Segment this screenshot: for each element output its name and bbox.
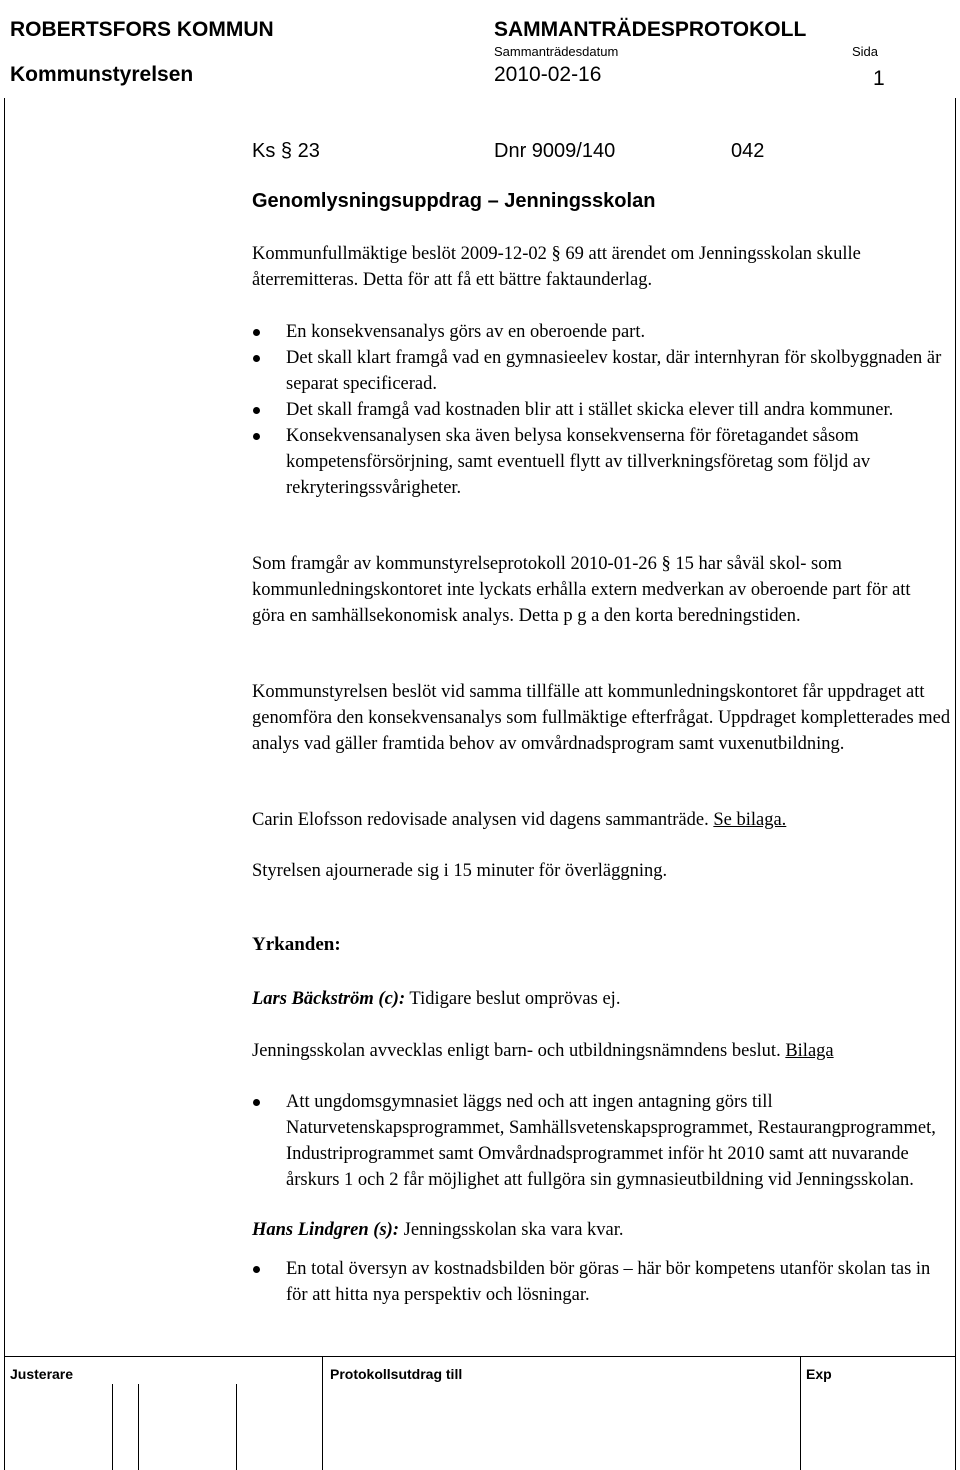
organization-name: ROBERTSFORS KOMMUN xyxy=(10,18,274,41)
footer-column-line xyxy=(322,1356,323,1470)
footer-divider xyxy=(4,1356,956,1357)
intro-paragraph: Kommunfullmäktige beslöt 2009-12-02 § 69 att ärendet om Jenningsskolan skulle återremitteras. Detta för att få ett bättre faktaunderlag. xyxy=(252,244,861,290)
signature-box-line xyxy=(112,1384,113,1470)
signature-box-line xyxy=(236,1384,237,1470)
bullet-icon xyxy=(253,1099,260,1106)
date-label: Sammanträdesdatum xyxy=(494,44,619,59)
meeting-date: 2010-02-16 xyxy=(494,63,602,86)
list-item: Konsekvensanalysen ska även belysa konsekvenserna för företagandet såsom kompetensförsörjning, samt eventuell flytt av tillverkningsföretag som följd av rekryteringssvårigheter. xyxy=(252,423,952,501)
page-title: Genomlysningsuppdrag – Jenningsskolan xyxy=(252,190,656,212)
attachment-link[interactable]: Bilaga xyxy=(785,1041,834,1061)
attachment-link[interactable]: Se bilaga. xyxy=(713,810,787,830)
list-item: Att ungdomsgymnasiet läggs ned och att ingen antagning görs till Naturvetenskapsprogrammet, Samhällsvetenskapsprogrammet, Restaurangprogrammet, Industriprogrammet samt Omvårdnadsprogrammet inför ht 2010 samt att nuvarande årskurs 1 och 2 får möjlighet att fullgöra sin gymnasieutbildning vid Jenningsskolan. xyxy=(252,1089,952,1193)
footer-exp: Exp xyxy=(806,1366,832,1382)
motion-1: Lars Bäckström (c): Tidigare beslut omprövas ej. xyxy=(252,989,621,1009)
motions-heading: Yrkanden: xyxy=(252,934,341,955)
list-item: En total översyn av kostnadsbilden bör göras – här bör kompetens utanför skolan tas in för att hitta nya perspektiv och lösningar. xyxy=(252,1256,952,1308)
presentation-paragraph: Carin Elofsson redovisade analysen vid dagens sammanträde. Se bilaga. xyxy=(252,810,787,830)
bullet-icon xyxy=(253,433,260,440)
page-label: Sida xyxy=(852,44,879,59)
document-type: SAMMANTRÄDESPROTOKOLL xyxy=(494,18,807,41)
assignment-paragraph: Kommunstyrelsen beslöt vid samma tillfälle att kommunledningskontoret får uppdraget att genomföra den konsekvensanalys som fullmäktige efterfrågat. Uppdraget kompletterades med analys vad gäller framtida behov av omvårdnadsprogram samt vuxenutbildning. xyxy=(252,682,951,754)
board-name: Kommunstyrelsen xyxy=(10,63,194,86)
list-item: Det skall klart framgå vad en gymnasieelev kostar, där internhyran för skolbyggnaden är separat specificerad. xyxy=(252,345,952,397)
bullet-icon xyxy=(253,329,260,336)
frame-right-line xyxy=(955,98,956,1470)
requirements-list xyxy=(252,319,952,501)
bullet-icon xyxy=(253,1266,260,1273)
footer-column-line xyxy=(800,1356,801,1470)
case-paragraph: Ks § 23 xyxy=(252,140,320,162)
diary-number: Dnr 9009/140 xyxy=(494,140,616,162)
motion-1-text: Jenningsskolan avvecklas enligt barn- och utbildningsnämndens beslut. Bilaga xyxy=(252,1041,834,1061)
bullet-icon xyxy=(253,407,260,414)
motion-2: Hans Lindgren (s): Jenningsskolan ska vara kvar. xyxy=(252,1220,624,1240)
motion-speaker: Lars Bäckström (c): xyxy=(252,989,406,1009)
motion-2-list xyxy=(252,1256,952,1308)
motion-1-list xyxy=(252,1089,952,1193)
frame-left-line xyxy=(4,98,5,1470)
footer-justerare: Justerare xyxy=(10,1366,74,1382)
adjournment-paragraph: Styrelsen ajournerade sig i 15 minuter för överläggning. xyxy=(252,861,668,881)
list-item: En konsekvensanalys görs av en oberoende part. xyxy=(252,319,952,345)
previous-protocol-paragraph: Som framgår av kommunstyrelseprotokoll 2010-01-26 § 15 har såväl skol- som kommunledningskontoret inte lyckats erhålla extern medverkan av oberoende part för att göra en samhällsekonomisk analys. Detta p g a den korta beredningstiden. xyxy=(252,554,911,626)
signature-box-line xyxy=(138,1384,139,1470)
list-item: Det skall framgå vad kostnaden blir att i stället skicka elever till andra kommuner. xyxy=(252,397,952,423)
page-number: 1 xyxy=(873,67,885,90)
case-code: 042 xyxy=(731,140,765,162)
bullet-icon xyxy=(253,355,260,362)
footer-protokollsutdrag: Protokollsutdrag till xyxy=(330,1366,463,1382)
motion-speaker: Hans Lindgren (s): xyxy=(252,1220,399,1240)
